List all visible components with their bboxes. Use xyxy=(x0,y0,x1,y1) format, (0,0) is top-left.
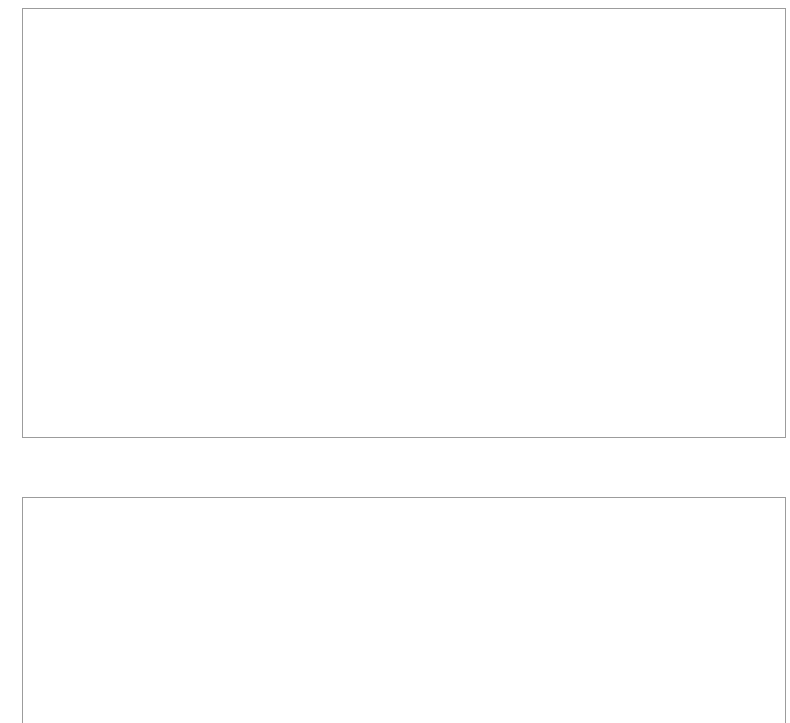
cropped-row-fragments xyxy=(150,0,786,8)
plan-blocks-table xyxy=(22,8,786,438)
elevation-blocks-table xyxy=(22,497,786,723)
